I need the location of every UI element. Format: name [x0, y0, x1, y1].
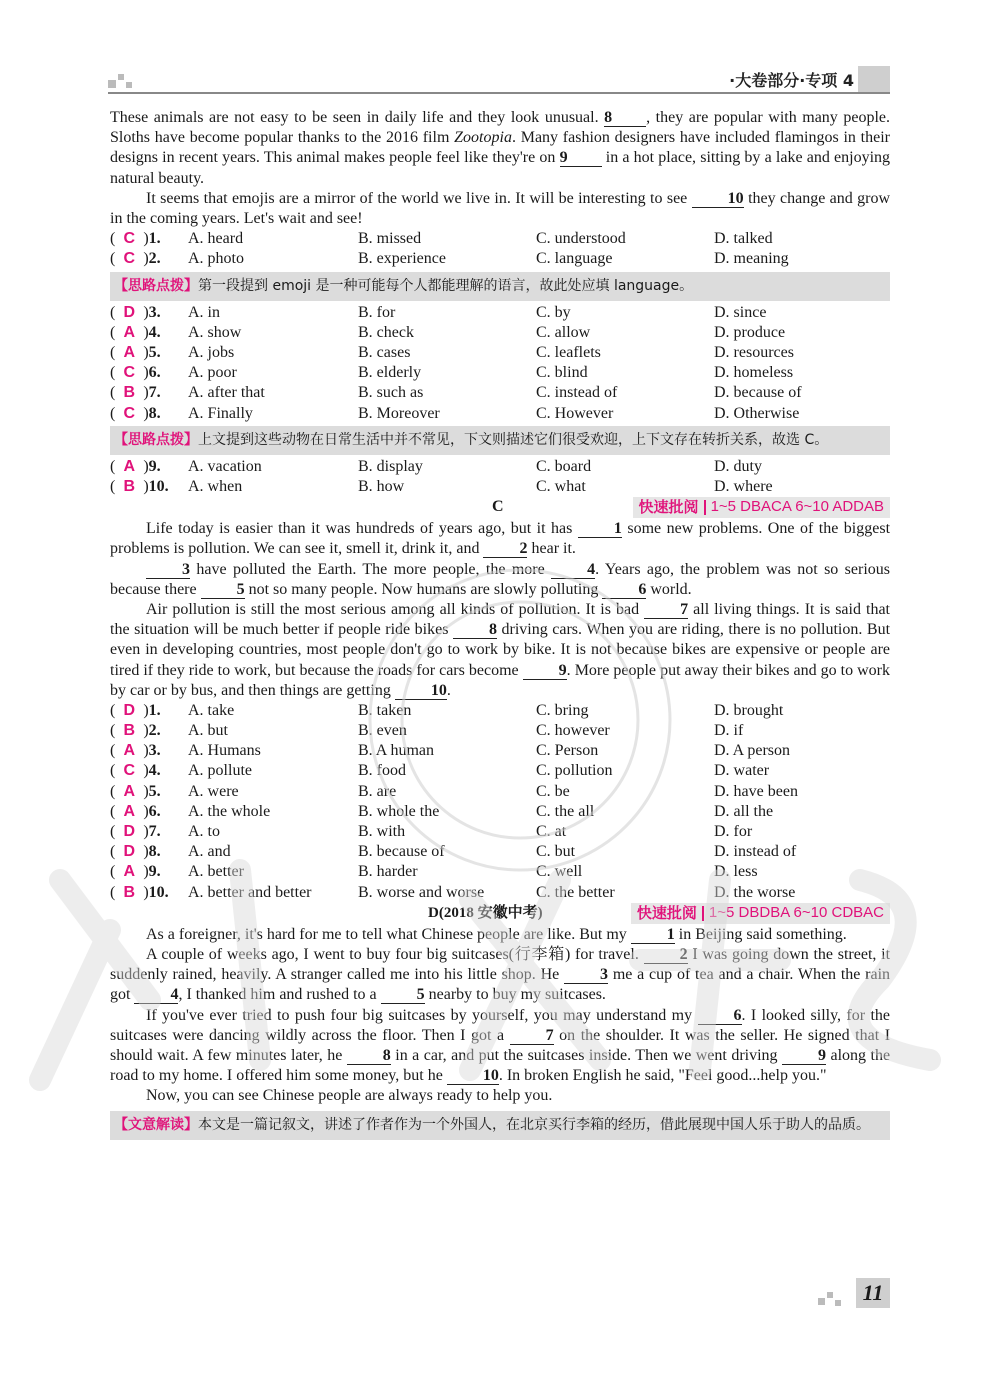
question-row: ( C )1. A. heard B. missed C. understood D. talked [110, 229, 890, 249]
passage-d-paragraph: A couple of weeks ago, I went to buy four big suitcases(行李箱) for travel. 2 I was going down the street, it suddenly rained, heavily. A stranger called me into his little shop. He 3 me a cup of tea and a chair. When the rain got 4, I thanked him and rushed to a 5 nearby to buy my suitcases. [110, 946, 891, 1004]
passage-c-paragraph: 3 have polluted the Earth. The more people, the more 4. Years ago, the problem was not so serious because there 5 not so many people. Now humans are slowly polluting 6 world. [110, 560, 891, 598]
passage-d-paragraph: As a foreigner, it's hard for me to tell what Chinese people are like. But my 1 in Beijing said something. [146, 925, 847, 943]
page-content [110, 108, 890, 1142]
answer-mark: D [123, 823, 136, 841]
answer-mark: A [123, 802, 136, 820]
tip-box: 【思路点拨】上文提到这些动物在日常生活中并不常见，下文则描述它们很受欢迎，上下文存在转折关系，故选 C。 [110, 426, 890, 455]
blank: 2 [483, 541, 527, 558]
question-row: ( A )6. A. the whole B. whole the C. the all D. all the [110, 802, 890, 822]
header-title: ·大卷部分·专项 4 [729, 71, 854, 90]
blank: 10 [447, 1068, 499, 1085]
question-row: ( C )4. A. pollute B. food C. pollution D. water [110, 761, 890, 781]
question-row: ( A )4. A. show B. check C. allow D. produce [110, 323, 890, 343]
passage-b-paragraph: These animals are not easy to be seen in daily life and they look unusual. 8 , they are popular with many people. Sloths have become popular thanks to the 2016 film Zootopia. Many fashion designers have included flamingos in their designs in recent years. This animal makes people feel like they're on 9 in a hot place, sitting by a lake and enjoying natural beauty. [110, 109, 891, 187]
section-letter: C [492, 498, 504, 516]
answer-mark: A [123, 742, 136, 760]
blank: 7 [510, 1028, 554, 1045]
film-title: Zootopia [454, 129, 512, 147]
question-row: ( D )3. A. in B. for C. by D. since [110, 303, 890, 323]
answer-mark: C [123, 404, 136, 422]
blank: 8 [453, 622, 497, 639]
answer-mark: A [123, 863, 136, 881]
answer-mark: B [123, 722, 136, 740]
section-letter: D(2018 安徽中考) [428, 904, 543, 921]
question-row: ( A )3. A. Humans B. A human C. Person D. A person [110, 741, 890, 761]
answer-mark: C [123, 230, 136, 248]
passage-d-paragraph: Now, you can see Chinese people are always ready to help you. [146, 1087, 553, 1105]
answer-mark: D [123, 303, 136, 321]
blank: 1 [631, 927, 675, 944]
blank: 9 [782, 1048, 826, 1065]
answer-mark: B [123, 384, 136, 402]
quick-check-box: 快速批阅 1~5 DBDBA 6~10 CDBAC [631, 903, 890, 924]
answer-key: 1~5 DBACA 6~10 ADDAB [710, 498, 884, 516]
header-tab [858, 66, 890, 92]
blank: 1 [578, 521, 622, 538]
passage-b-paragraph: It seems that emojis are a mirror of the world we live in. It will be interesting to see 10 they change and grow in the coming years. Let's wait and see! [110, 189, 891, 228]
blank-9: 9 [560, 150, 602, 167]
answer-mark: D [123, 843, 136, 861]
header-rule [108, 92, 890, 94]
answer-mark: B [123, 477, 136, 495]
blank: 4 [134, 987, 178, 1004]
question-list-c [110, 701, 890, 903]
blank: 7 [644, 602, 688, 619]
question-row: ( D )1. A. take B. taken C. bring D. brought [110, 701, 890, 721]
question-row: ( B )10. A. when B. how C. what D. where [110, 477, 890, 497]
section-c-heading [110, 497, 890, 519]
passage-c-paragraph: Life today is easier than it was hundreds of years ago, but it has 1 some new problems. One of the biggest problems is pollution. We can see it, smell it, drink it, and 2 hear it. [110, 520, 891, 558]
blank-10: 10 [692, 191, 744, 208]
question-list-b [110, 229, 890, 497]
blank: 10 [395, 683, 447, 700]
blank: 4 [551, 562, 595, 579]
question-row: ( C )6. A. poor B. elderly C. blind D. homeless [110, 363, 890, 383]
answer-mark: A [123, 457, 136, 475]
blank: 6 [698, 1008, 742, 1025]
answer-mark: A [123, 782, 136, 800]
answer-mark: A [123, 323, 136, 341]
question-row: ( A )5. A. jobs B. cases C. leaflets D. resources [110, 343, 890, 363]
passage-c-paragraph: Air pollution is still the most serious among all kinds of pollution. It is bad 7 all living things. It is said that the situation will be much better if people ride bikes 8 driving cars. When you are riding, there is no pollution. But even in developing countries, most people don't go to work by bike. It is not because bikes are expensive or people are tired if they ride to work, but because the roads for cars become 9. More people put away their bikes and go to work by car or by bus, and then things are getting 10. [110, 600, 891, 699]
question-row: ( A )9. A. vacation B. display C. board D. duty [110, 457, 890, 477]
blank: 6 [602, 582, 646, 599]
question-row: ( A )9. A. better B. harder C. well D. less [110, 862, 890, 882]
answer-key: 1~5 DBDBA 6~10 CDBAC [708, 904, 884, 922]
question-row: ( A )5. A. were B. are C. be D. have been [110, 782, 890, 802]
passage-d-paragraph: If you've ever tried to push four big suitcases by yourself, you may understand my 6. I looked silly, for the suitcases were dancing wildly across the floor. Then I got a 7 on the shoulder. It was the seller. He signed that I should wait. A few minutes later, he 8 in a car, and put the suitcases inside. Then we went driving 9 along the road to my home. I offered him some money, but he 10. In broken English he said, "Feel good...help you." [110, 1006, 891, 1085]
question-row: ( D )8. A. and B. because of C. but D. instead of [110, 842, 890, 862]
question-row: ( B )2. A. but B. even C. however D. if [110, 721, 890, 741]
blank: 5 [201, 582, 245, 599]
page-number: 11 [856, 1278, 890, 1308]
blank: 3 [146, 562, 190, 579]
tip-box: 【文意解读】本文是一篇记叙文，讲述了作者作为一个外国人，在北京买行李箱的经历，借此展现中国人乐于助人的品质。 [110, 1111, 890, 1140]
blank: 2 [644, 947, 688, 964]
section-d-heading [110, 903, 890, 925]
question-row: ( B )10. A. better and better B. worse and worse C. the better D. the worse [110, 883, 890, 903]
question-row: ( C )8. A. Finally B. Moreover C. However D. Otherwise [110, 404, 890, 424]
blank: 8 [347, 1048, 391, 1065]
question-row: ( D )7. A. to B. with C. at D. for [110, 822, 890, 842]
answer-mark: B [123, 883, 136, 901]
tip-box: 【思路点拨】第一段提到 emoji 是一种可能每个人都能理解的语言，故此处应填 language。 [110, 272, 890, 301]
blank: 5 [381, 987, 425, 1004]
answer-mark: D [123, 701, 136, 719]
blank: 3 [564, 967, 608, 984]
question-row: ( B )7. A. after that B. such as C. instead of D. because of [110, 383, 890, 403]
question-row: ( C )2. A. photo B. experience C. language D. meaning [110, 249, 890, 269]
quick-check-box: 快速批阅 1~5 DBACA 6~10 ADDAB [633, 497, 890, 518]
answer-mark: A [123, 343, 136, 361]
answer-mark: C [123, 364, 136, 382]
answer-mark: C [123, 762, 136, 780]
blank-8: 8 [604, 110, 646, 127]
answer-mark: C [123, 250, 136, 268]
blank: 9 [523, 663, 567, 680]
